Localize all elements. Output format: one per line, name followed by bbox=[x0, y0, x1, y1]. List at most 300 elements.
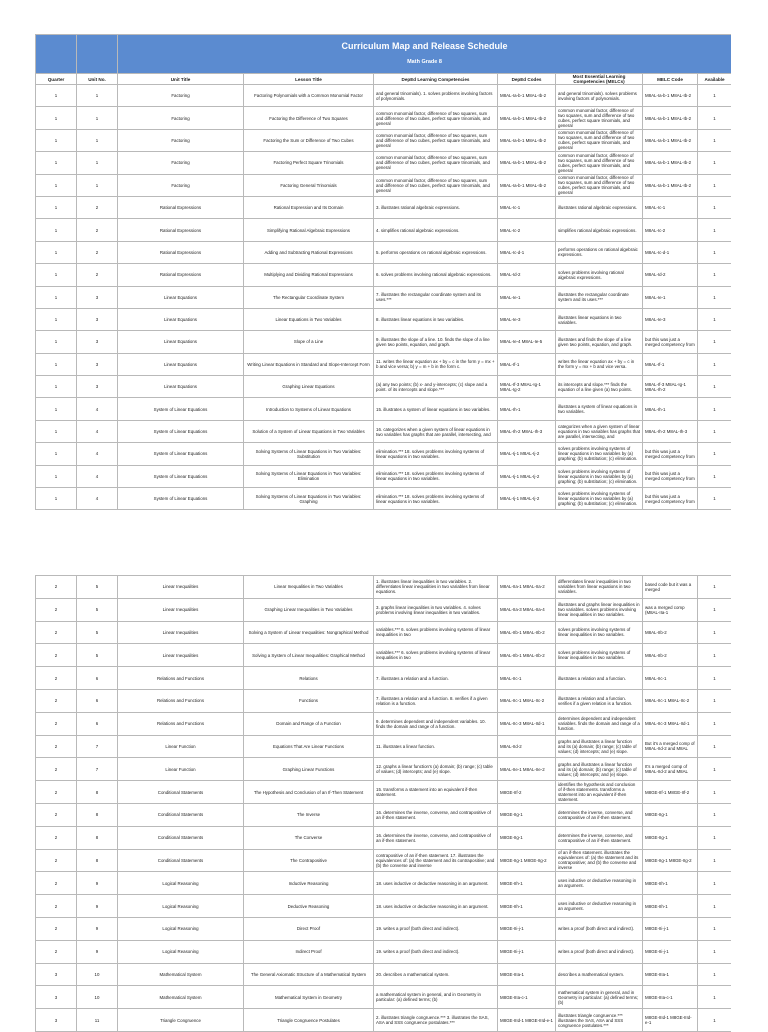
cell-melc-code bbox=[643, 174, 698, 196]
deped-competency-text: 2. illustrates triangle congruence.*** 3. illustrates the SAS, ASA and SSS congruence postulates.*** bbox=[376, 1015, 489, 1026]
melc-code-text: But it's a merged comp of M8AL-IId-2 and M8AL bbox=[645, 741, 695, 752]
cell-melc-code bbox=[643, 443, 698, 465]
available-text: 1 bbox=[713, 721, 716, 727]
melc-code-text: M8GE-IIf-1 M8GE-IIf-2 bbox=[645, 789, 690, 795]
unit-title-text: Logical Reasoning bbox=[162, 903, 199, 909]
unit-title-text: Linear Inequalities bbox=[162, 629, 199, 635]
deped-code-text: M8GE-IIg-1 bbox=[500, 812, 523, 818]
cell-unit-title bbox=[118, 917, 244, 940]
melc-text: common monomial factor, difference of two squares, sum and difference of two cubes, perfect square trinomials, and general bbox=[558, 130, 635, 151]
cell-unit-title bbox=[118, 420, 244, 442]
table-row bbox=[36, 241, 732, 263]
cell-deped-competency bbox=[374, 849, 498, 872]
lesson-title-text: Relations bbox=[299, 675, 318, 681]
cell-deped-code bbox=[498, 576, 556, 599]
cell-melc bbox=[556, 895, 643, 918]
deped-competency-text: 19. writes a proof (both direct and indirect). bbox=[376, 926, 460, 932]
unit-no-text: 3 bbox=[95, 384, 99, 390]
unit-no-text: 8 bbox=[95, 835, 99, 841]
cell-melc bbox=[556, 264, 643, 286]
quarter-text: 1 bbox=[54, 93, 58, 99]
melc-code-text: M8AL-Ic-2 bbox=[645, 227, 666, 233]
cell-available bbox=[698, 465, 732, 487]
available-text: 1 bbox=[713, 949, 716, 955]
cell-melc-code bbox=[643, 758, 698, 781]
table-row bbox=[36, 398, 732, 420]
quarter-text: 2 bbox=[54, 584, 58, 590]
unit-no-text: 5 bbox=[95, 584, 99, 590]
cell-unit-no bbox=[77, 107, 118, 129]
unit-no-text: 5 bbox=[95, 629, 99, 635]
table-row bbox=[36, 872, 732, 895]
available-text: 1 bbox=[713, 1017, 716, 1023]
deped-competency-text: 11. illustrates a linear function. bbox=[376, 743, 435, 749]
cell-melc-code bbox=[643, 689, 698, 712]
melc-code-text: but this was just a merged competency from bbox=[645, 471, 695, 482]
cell-available bbox=[698, 286, 732, 308]
curriculum-sheet-page-1 bbox=[35, 34, 731, 510]
melc-text: solves problems involving systems of linear inequalities in two variables. bbox=[558, 627, 631, 638]
melc-code-text: M8AL-Ia-b-1 M8AL-Ib-2 bbox=[645, 115, 692, 121]
cell-deped-code bbox=[498, 196, 556, 218]
unit-no-text: 4 bbox=[95, 473, 99, 479]
table-row bbox=[36, 107, 732, 129]
cell-lesson-title bbox=[244, 758, 374, 781]
cell-melc-code bbox=[643, 376, 698, 398]
lesson-title-text: Solving Systems of Linear Equations in Two Variables: Elimination bbox=[255, 471, 362, 482]
unit-title-text: Linear Inequalities bbox=[162, 652, 199, 658]
cell-quarter bbox=[36, 917, 77, 940]
cell-melc-code bbox=[643, 598, 698, 621]
cell-melc bbox=[556, 598, 643, 621]
cell-available bbox=[698, 420, 732, 442]
cell-lesson-title bbox=[244, 598, 374, 621]
available-text: 1 bbox=[713, 473, 716, 479]
table-row bbox=[36, 465, 732, 487]
cell-unit-no bbox=[77, 803, 118, 826]
cell-deped-code bbox=[498, 488, 556, 510]
page-subtitle: Math Grade 8 bbox=[407, 59, 442, 65]
cell-available bbox=[698, 803, 732, 826]
cell-available bbox=[698, 152, 732, 174]
cell-quarter bbox=[36, 712, 77, 735]
quarter-text: 2 bbox=[54, 903, 58, 909]
unit-no-text: 8 bbox=[95, 812, 99, 818]
available-text: 1 bbox=[713, 317, 716, 323]
table-row bbox=[36, 174, 732, 196]
cell-deped-code bbox=[498, 667, 556, 690]
cell-lesson-title bbox=[244, 826, 374, 849]
cell-quarter bbox=[36, 398, 77, 420]
cell-lesson-title bbox=[244, 963, 374, 986]
cell-deped-code bbox=[498, 895, 556, 918]
unit-title-text: Factoring bbox=[171, 160, 190, 166]
deped-competency-text: common monomial factor, difference of two squares, sum and difference of two cubes, perfect square trinomials, and general bbox=[376, 155, 490, 171]
deped-competency-text: 6. solves problems involving rational algebraic expressions. bbox=[376, 272, 492, 278]
unit-title-text: Conditional Statements bbox=[157, 812, 204, 818]
cell-unit-title bbox=[118, 152, 244, 174]
cell-quarter bbox=[36, 598, 77, 621]
quarter-text: 1 bbox=[54, 227, 58, 233]
cell-deped-competency bbox=[374, 152, 498, 174]
cell-lesson-title bbox=[244, 735, 374, 758]
table-row bbox=[36, 940, 732, 963]
melc-text: determines the inverse, converse, and contrapositive of an if-then statement. bbox=[558, 832, 633, 843]
cell-deped-code bbox=[498, 376, 556, 398]
cell-melc-code bbox=[643, 576, 698, 599]
cell-unit-no bbox=[77, 398, 118, 420]
cell-available bbox=[698, 196, 732, 218]
deped-competency-text: 9. determines dependent and independent variables. 10. finds the domain and range of a function. bbox=[376, 718, 486, 729]
available-text: 1 bbox=[713, 903, 716, 909]
cell-lesson-title bbox=[244, 107, 374, 129]
unit-title-text: Mathematical System bbox=[159, 994, 202, 1000]
melc-text: illustrates a relation and a function. bbox=[558, 675, 626, 681]
table-row bbox=[36, 667, 732, 690]
cell-melc bbox=[556, 85, 643, 107]
cell-available bbox=[698, 353, 732, 375]
col-header-deped-competencies: DepEd Learning Competencies bbox=[374, 74, 498, 85]
cell-deped-competency bbox=[374, 917, 498, 940]
table-row bbox=[36, 781, 732, 804]
lesson-title-text: Functions bbox=[298, 698, 319, 704]
melc-text: illustrates a relation and a function. verifies if a given relation is a function. bbox=[558, 695, 633, 706]
available-text: 1 bbox=[713, 227, 716, 233]
cell-lesson-title bbox=[244, 576, 374, 599]
available-text: 1 bbox=[713, 926, 716, 932]
cell-melc bbox=[556, 758, 643, 781]
unit-title-text: Linear Inequalities bbox=[162, 584, 199, 590]
lesson-title-text: Factoring the Difference of Two Squares bbox=[269, 115, 348, 121]
table-row bbox=[36, 963, 732, 986]
cell-melc-code bbox=[643, 241, 698, 263]
deped-code-text: M8GE-IIf-2 bbox=[500, 789, 522, 795]
cell-unit-title bbox=[118, 85, 244, 107]
cell-quarter bbox=[36, 286, 77, 308]
unit-title-text: Rational Expressions bbox=[159, 205, 202, 211]
cell-lesson-title bbox=[244, 129, 374, 151]
quarter-text: 1 bbox=[54, 384, 58, 390]
cell-lesson-title bbox=[244, 286, 374, 308]
deped-code-text: M8AL-IIc-1 bbox=[500, 675, 522, 681]
quarter-text: 1 bbox=[54, 249, 58, 255]
melc-text: illustrates triangle congruence.*** illustrates the SAS, ASA and SSS congruence postulates.*** bbox=[558, 1012, 624, 1028]
melc-text: solves problems involving systems of linear equations in two variables by (a) graphing; (b) substitution; (c) elimination. bbox=[558, 468, 638, 484]
lesson-title-text: Inductive Reasoning bbox=[288, 880, 329, 886]
melc-text: common monomial factor, difference of two squares, sum and difference of two cubes, perfect square trinomials, and general bbox=[558, 108, 635, 129]
cell-lesson-title bbox=[244, 196, 374, 218]
cell-unit-title bbox=[118, 219, 244, 241]
deped-code-text: M8AL-IIc-3 M8AL-IId-1 bbox=[500, 721, 545, 727]
deped-competency-text: common monomial factor, difference of two squares, sum and difference of two cubes, perfect square trinomials, and general bbox=[376, 132, 490, 148]
table-row bbox=[36, 689, 732, 712]
cell-quarter bbox=[36, 872, 77, 895]
cell-quarter bbox=[36, 667, 77, 690]
available-text: 1 bbox=[713, 607, 716, 613]
deped-competency-text: contrapositive of an if-then statement. 17. illustrates the equivalences of: (a) the statement and its contrapositive; and (b) the converse and inverse bbox=[376, 852, 495, 868]
cell-deped-code bbox=[498, 712, 556, 735]
cell-deped-competency bbox=[374, 712, 498, 735]
cell-unit-title bbox=[118, 621, 244, 644]
cell-deped-competency bbox=[374, 735, 498, 758]
lesson-title-text: Direct Proof bbox=[296, 926, 321, 932]
cell-deped-code bbox=[498, 826, 556, 849]
cell-unit-no bbox=[77, 872, 118, 895]
cell-available bbox=[698, 667, 732, 690]
quarter-text: 1 bbox=[54, 317, 58, 323]
unit-title-text: Factoring bbox=[171, 137, 190, 143]
cell-deped-code bbox=[498, 331, 556, 353]
col-header-melcs: Most Essential Learning Competencies (MELCs) bbox=[556, 74, 643, 85]
cell-lesson-title bbox=[244, 465, 374, 487]
cell-unit-title bbox=[118, 353, 244, 375]
melc-code-text: M8AL-Ie-1 bbox=[645, 294, 666, 300]
cell-melc bbox=[556, 174, 643, 196]
unit-no-text: 7 bbox=[95, 743, 99, 749]
unit-no-text: 10 bbox=[94, 971, 100, 977]
table-row bbox=[36, 353, 732, 375]
melc-code-text: M8AL-IIc-1 bbox=[645, 675, 667, 681]
cell-available bbox=[698, 986, 732, 1009]
unit-no-text: 4 bbox=[95, 406, 99, 412]
available-text: 1 bbox=[713, 789, 716, 795]
table-row bbox=[36, 644, 732, 667]
melc-text: illustrates a system of linear equations in two variables. bbox=[558, 404, 638, 415]
deped-code-text: M8AL-Ih-2 M8AL-Ih-3 bbox=[500, 429, 543, 435]
deped-competency-text: 15. illustrates a system of linear equations in two variables. bbox=[376, 406, 491, 412]
cell-unit-title bbox=[118, 803, 244, 826]
cell-deped-code bbox=[498, 598, 556, 621]
cell-quarter bbox=[36, 85, 77, 107]
deped-code-text: M8GE-IIIa-c-1 bbox=[500, 994, 528, 1000]
cell-unit-no bbox=[77, 331, 118, 353]
cell-quarter bbox=[36, 465, 77, 487]
lesson-title-text: Indirect Proof bbox=[295, 949, 322, 955]
col-header-deped-codes: DepEd Codes bbox=[498, 74, 556, 85]
unit-title-text: Rational Expressions bbox=[159, 227, 202, 233]
deped-code-text: M8GE-IIg-1 bbox=[500, 835, 523, 841]
melc-text: determines the inverse, converse, and contrapositive of an if-then statement. bbox=[558, 809, 633, 820]
deped-competency-text: elimination.*** 18. solves problems involving systems of linear equations in two variables. bbox=[376, 448, 485, 459]
cell-melc bbox=[556, 667, 643, 690]
cell-melc bbox=[556, 196, 643, 218]
unit-title-text: Linear Function bbox=[165, 766, 196, 772]
deped-code-text: M8AL-If-3 M8AL-Ig-1 M8AL-Ig-2 bbox=[500, 381, 541, 392]
cell-quarter bbox=[36, 353, 77, 375]
quarter-text: 2 bbox=[54, 698, 58, 704]
curriculum-table-1 bbox=[35, 34, 731, 510]
cell-deped-competency bbox=[374, 940, 498, 963]
quarter-text: 1 bbox=[54, 496, 58, 502]
cell-melc-code bbox=[643, 85, 698, 107]
cell-lesson-title bbox=[244, 443, 374, 465]
unit-no-text: 9 bbox=[95, 880, 99, 886]
deped-code-text: M8AL-Ij-1 M8AL-Ij-2 bbox=[500, 496, 540, 502]
quarter-text: 1 bbox=[54, 115, 58, 121]
cell-unit-title bbox=[118, 781, 244, 804]
cell-unit-title bbox=[118, 465, 244, 487]
cell-unit-title bbox=[118, 986, 244, 1009]
cell-deped-code bbox=[498, 308, 556, 330]
deped-competency-text: 4. simplifies rational algebraic expressions. bbox=[376, 227, 460, 233]
cell-melc-code bbox=[643, 398, 698, 420]
cell-melc bbox=[556, 152, 643, 174]
quarter-text: 1 bbox=[54, 294, 58, 300]
deped-code-text: M8AL-Ih-1 bbox=[500, 406, 521, 412]
table-row bbox=[36, 576, 732, 599]
unit-title-text: Factoring bbox=[171, 93, 190, 99]
cell-available bbox=[698, 621, 732, 644]
lesson-title-text: Graphing Linear Equations bbox=[282, 384, 335, 390]
cell-unit-no bbox=[77, 689, 118, 712]
melc-code-text: was a merged comp (M8AL-IIa-1 bbox=[645, 604, 685, 615]
available-text: 1 bbox=[713, 182, 716, 188]
lesson-title-text: Solution of a System of Linear Equations in Two Variables bbox=[252, 429, 365, 435]
unit-no-text: 6 bbox=[95, 698, 99, 704]
quarter-text: 2 bbox=[54, 721, 58, 727]
cell-deped-competency bbox=[374, 241, 498, 263]
table-row bbox=[36, 621, 732, 644]
melc-code-text: M8GE-IIi-j-1 bbox=[645, 926, 669, 932]
cell-quarter bbox=[36, 152, 77, 174]
unit-no-text: 8 bbox=[95, 857, 99, 863]
unit-title-text: Linear Equations bbox=[164, 384, 197, 390]
cell-unit-no bbox=[77, 264, 118, 286]
unit-title-text: System of Linear Equations bbox=[153, 473, 208, 479]
cell-available bbox=[698, 758, 732, 781]
cell-melc bbox=[556, 735, 643, 758]
cell-available bbox=[698, 1009, 732, 1032]
lesson-title-text: Solving a System of Linear Inequalities: Graphical Method bbox=[252, 652, 365, 658]
unit-no-text: 2 bbox=[95, 227, 99, 233]
cell-unit-title bbox=[118, 826, 244, 849]
table-row bbox=[36, 1009, 732, 1032]
melc-text: of an if-then statement. illustrates the equivalences of: (a) the statement and its contrapositive; and (b) the converse and inverse bbox=[558, 850, 639, 871]
lesson-title-text: Simplifying Rational Algebraic Expressions bbox=[267, 227, 350, 233]
table-row bbox=[36, 219, 732, 241]
melc-text: categorizes when a given system of linear equations in two variables has graphs that are parallel, intersecting, and bbox=[558, 424, 640, 440]
quarter-text: 2 bbox=[54, 675, 58, 681]
melc-code-text: M8AL-Ic-d-1 bbox=[645, 249, 670, 255]
deped-code-text: M8AL-IIa-3 M8AL-IIa-4 bbox=[500, 607, 545, 613]
cell-unit-no bbox=[77, 849, 118, 872]
unit-title-text: Linear Equations bbox=[164, 294, 197, 300]
lesson-title-text: Adding and Subtracting Rational Expressions bbox=[264, 249, 353, 255]
cell-melc bbox=[556, 781, 643, 804]
cell-lesson-title bbox=[244, 264, 374, 286]
lesson-title-text: Solving Systems of Linear Equations in Two Variables: Graphing bbox=[255, 493, 362, 504]
cell-available bbox=[698, 107, 732, 129]
lesson-title-text: The Hypothesis and Conclusion of an If-Then Statement bbox=[253, 789, 364, 795]
cell-unit-title bbox=[118, 443, 244, 465]
cell-lesson-title bbox=[244, 353, 374, 375]
melc-text: illustrates the rectangular coordinate system and its uses.*** bbox=[558, 292, 629, 303]
cell-unit-no bbox=[77, 308, 118, 330]
unit-title-text: System of Linear Equations bbox=[153, 429, 208, 435]
cell-deped-code bbox=[498, 420, 556, 442]
cell-quarter bbox=[36, 849, 77, 872]
cell-deped-competency bbox=[374, 781, 498, 804]
cell-quarter bbox=[36, 781, 77, 804]
melc-code-text: M8GE-IIh-1 bbox=[645, 903, 668, 909]
cell-available bbox=[698, 689, 732, 712]
deped-code-text: M8AL-IIc-1 M8AL-IIc-2 bbox=[500, 698, 545, 704]
melc-code-text: but this was just a merged competency from bbox=[645, 336, 695, 347]
quarter-text: 2 bbox=[54, 812, 58, 818]
cell-unit-title bbox=[118, 1009, 244, 1032]
cell-unit-no bbox=[77, 667, 118, 690]
cell-unit-title bbox=[118, 331, 244, 353]
cell-melc bbox=[556, 376, 643, 398]
lesson-title-text: The Contrapositive bbox=[290, 857, 327, 863]
deped-competency-text: 16. categorizes when a given system of linear equations in two variables has graphs that are parallel, intersecting, and bbox=[376, 426, 491, 437]
quarter-text: 2 bbox=[54, 629, 58, 635]
cell-deped-competency bbox=[374, 826, 498, 849]
quarter-text: 1 bbox=[54, 361, 58, 367]
melc-code-text: M8AL-Id-2 bbox=[645, 272, 666, 278]
melc-code-text: M8AL-If-3 M8AL-Ig-1 M8AL-Ih-2 bbox=[645, 381, 686, 392]
melc-code-text: M8AL-Ia-b-1 M8AL-Ib-2 bbox=[645, 137, 692, 143]
deped-competency-text: 20. describes a mathematical system. bbox=[376, 971, 450, 977]
cell-deped-competency bbox=[374, 1009, 498, 1032]
cell-deped-competency bbox=[374, 895, 498, 918]
cell-unit-title bbox=[118, 849, 244, 872]
deped-code-text: M8GE-IIg-1 M8GE-IIg-2 bbox=[500, 857, 547, 863]
cell-deped-competency bbox=[374, 219, 498, 241]
cell-unit-no bbox=[77, 196, 118, 218]
quarter-text: 1 bbox=[54, 272, 58, 278]
cell-melc-code bbox=[643, 781, 698, 804]
available-text: 1 bbox=[713, 294, 716, 300]
deped-competency-text: 3. graphs linear inequalities in two variables. 4. solves problems involving linear inequalities in two variables. bbox=[376, 604, 481, 615]
melc-code-text: M8AL-IIb-2 bbox=[645, 629, 667, 635]
table-row bbox=[36, 196, 732, 218]
cell-unit-no bbox=[77, 940, 118, 963]
melc-text: writes a proof (both direct and indirect). bbox=[558, 926, 635, 932]
deped-code-text: M8AL-IIb-1 M8AL-IIb-2 bbox=[500, 652, 545, 658]
unit-title-text: Factoring bbox=[171, 182, 190, 188]
cell-unit-no bbox=[77, 917, 118, 940]
cell-melc bbox=[556, 465, 643, 487]
cell-unit-title bbox=[118, 940, 244, 963]
deped-code-text: M8AL-Ie-1 bbox=[500, 294, 521, 300]
cell-quarter bbox=[36, 758, 77, 781]
lesson-title-text: Writing Linear Equations in Standard and Slope-Intercept Form bbox=[247, 361, 370, 367]
cell-available bbox=[698, 781, 732, 804]
deped-competency-text: 1. illustrates linear inequalities in two variables. 2. differentiates linear inequalities in two variables from linear equations. bbox=[376, 579, 490, 595]
deped-competency-text: variables.*** 6. solves problems involving systems of linear inequalities in two bbox=[376, 650, 491, 661]
cell-quarter bbox=[36, 803, 77, 826]
available-text: 1 bbox=[713, 115, 716, 121]
melc-code-text: based code but it was a merged bbox=[645, 581, 692, 592]
cell-melc-code bbox=[643, 308, 698, 330]
cell-melc-code bbox=[643, 152, 698, 174]
available-text: 1 bbox=[713, 406, 716, 412]
cell-unit-no bbox=[77, 598, 118, 621]
cell-deped-code bbox=[498, 917, 556, 940]
deped-competency-text: 16. determines the inverse, converse, and contrapositive of an if-then statement. bbox=[376, 832, 491, 843]
melc-text: differentiates linear inequalities in two variables from linear equations in two variables. bbox=[558, 579, 631, 595]
deped-code-text: M8AL-Ia-b-1 M8AL-Ib-2 bbox=[500, 137, 547, 143]
cell-melc bbox=[556, 849, 643, 872]
available-text: 1 bbox=[713, 205, 716, 211]
deped-code-text: M8AL-Ia-b-1 M8AL-Ib-2 bbox=[500, 160, 547, 166]
table-row bbox=[36, 152, 732, 174]
unit-no-text: 1 bbox=[95, 182, 99, 188]
unit-title-text: Relations and Functions bbox=[156, 675, 205, 681]
cell-deped-competency bbox=[374, 667, 498, 690]
cell-melc-code bbox=[643, 129, 698, 151]
